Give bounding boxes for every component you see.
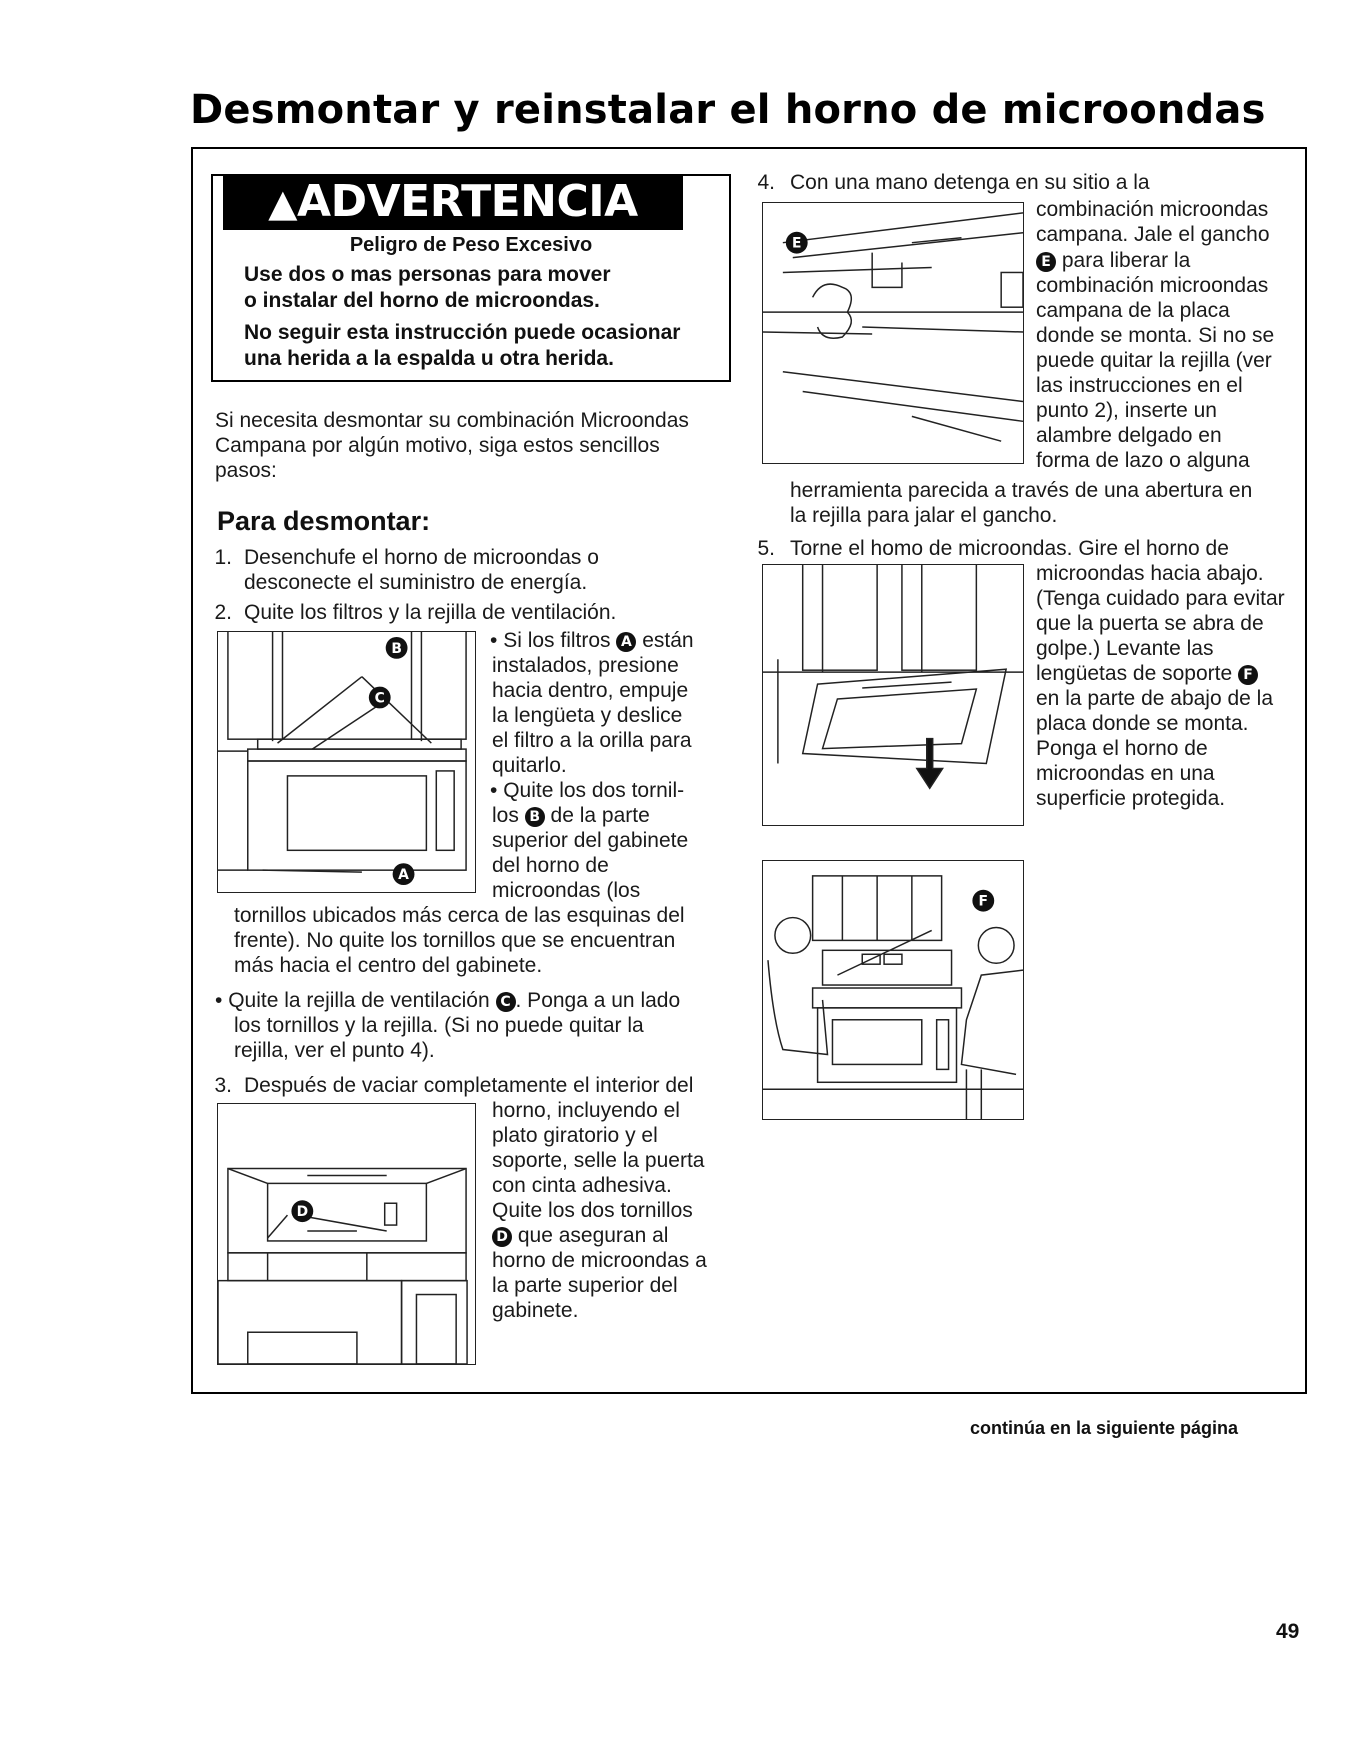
step5-side-line: microondas hacia abajo. bbox=[1036, 562, 1264, 585]
figure-filters-removal bbox=[217, 631, 476, 893]
svg-text:E: E bbox=[791, 235, 802, 252]
step5-side-line: placa donde se monta. bbox=[1036, 712, 1249, 735]
figure-two-person-lift bbox=[762, 860, 1024, 1120]
step2-side-line: superior del gabinete bbox=[492, 829, 689, 852]
step2-side-line: hacia dentro, empuje bbox=[492, 679, 689, 702]
warning-banner-text: ADVERTENCIA bbox=[297, 176, 638, 227]
svg-text:D: D bbox=[296, 1204, 309, 1221]
warning-line: No seguir esta instrucción puede ocasionar bbox=[244, 321, 681, 344]
svg-text:C: C bbox=[374, 690, 385, 707]
step1-line: Desenchufe el horno de microondas o bbox=[244, 546, 599, 569]
step4-side-line: combinación microondas bbox=[1036, 198, 1269, 221]
step2-side-line: microondas (los bbox=[492, 879, 641, 902]
step2-bullet2-line: los B de la parte bbox=[492, 804, 650, 827]
figure-lower-oven bbox=[762, 564, 1024, 826]
step2-cont-line: frente). No quite los tornillos que se encuentran bbox=[234, 929, 676, 952]
figure-screws-drawing bbox=[218, 1104, 475, 1364]
step4-tail-line: la rejilla para jalar el gancho. bbox=[790, 504, 1058, 527]
warning-triangle-icon: ▲ bbox=[268, 181, 298, 225]
intro-line: Si necesita desmontar su combinación Microondas bbox=[215, 409, 689, 432]
step4-side-line: combinación microondas bbox=[1036, 274, 1269, 297]
step2-side-line: instalados, presione bbox=[492, 654, 679, 677]
step5-side-line: Ponga el horno de bbox=[1036, 737, 1208, 760]
warning-line: Use dos o mas personas para mover bbox=[244, 263, 611, 286]
step2-bullet2: • Quite los dos tornil- bbox=[490, 779, 685, 802]
step4-line: Con una mano detenga en su sitio a la bbox=[790, 171, 1150, 194]
step4-side-line: donde se monta. Si no se bbox=[1036, 324, 1275, 347]
step3-side-line: plato giratorio y el bbox=[492, 1124, 658, 1147]
figure-two-person-lift-drawing bbox=[763, 861, 1023, 1119]
callout-e-icon: E bbox=[1036, 252, 1056, 272]
callout-c-icon: C bbox=[496, 992, 516, 1012]
svg-text:B: B bbox=[391, 640, 402, 657]
warning-line: una herida a la espalda u otra herida. bbox=[244, 347, 614, 370]
step4-hook-line: E para liberar la bbox=[1036, 248, 1190, 274]
step2-bullet1: • Si los filtros A están bbox=[490, 629, 694, 652]
step4-side-line: las instrucciones en el bbox=[1036, 374, 1243, 397]
callout-f-icon: F bbox=[1238, 665, 1258, 685]
step5-side-line: superficie protegida. bbox=[1036, 787, 1226, 810]
intro-line: Campana por algún motivo, siga estos sencillos bbox=[215, 434, 660, 457]
step4-side-line: forma de lazo o alguna bbox=[1036, 449, 1250, 472]
step5-side-line: (Tenga cuidado para evitar bbox=[1036, 587, 1285, 610]
step2-bullet3: • Quite la rejilla de ventilación C . Ponga a un lado bbox=[215, 989, 681, 1012]
step5-line: Torne el homo de microondas. Gire el horno de bbox=[790, 537, 1229, 560]
step2-line: Quite los filtros y la rejilla de ventilación. bbox=[244, 601, 617, 624]
callout-b-icon: B bbox=[525, 807, 545, 827]
section-heading: Para desmontar: bbox=[217, 506, 431, 536]
step4-side-line: alambre delgado en bbox=[1036, 424, 1222, 447]
step-number: 3. bbox=[214, 1074, 232, 1097]
step4-side-line: campana. Jale el gancho bbox=[1036, 223, 1270, 246]
step1-line: desconecte el suministro de energía. bbox=[244, 571, 588, 594]
page-title: Desmontar y reinstalar el horno de microondas bbox=[190, 87, 1266, 133]
step3-side-line: con cinta adhesiva. bbox=[492, 1174, 672, 1197]
intro-line: pasos: bbox=[215, 459, 277, 482]
figure-screws-removal bbox=[217, 1103, 476, 1365]
step3-screw-line: D que aseguran al bbox=[492, 1223, 668, 1249]
step5-side-line: golpe.) Levante las bbox=[1036, 637, 1214, 660]
page-number: 49 bbox=[1276, 1620, 1300, 1643]
step2-side-line: el filtro a la orilla para bbox=[492, 729, 692, 752]
step-number: 5. bbox=[757, 537, 775, 560]
step2-side-line: del horno de bbox=[492, 854, 609, 877]
step2-side-line: la lengüeta y deslice bbox=[492, 704, 683, 727]
warning-line: o instalar del horno de microondas. bbox=[244, 289, 600, 312]
svg-text:A: A bbox=[398, 867, 409, 884]
callout-d-icon: D bbox=[492, 1227, 512, 1247]
step5-side-line: que la puerta se abra de bbox=[1036, 612, 1264, 635]
step5-tabs-line: lengüetas de soporte F bbox=[1036, 661, 1258, 687]
figure-lower-oven-drawing bbox=[763, 565, 1023, 825]
step5-side-line: microondas en una bbox=[1036, 762, 1215, 785]
step2-bullet3-line: rejilla, ver el punto 4). bbox=[234, 1039, 435, 1062]
step-number: 2. bbox=[214, 601, 232, 624]
step3-tail-line: la parte superior del bbox=[492, 1274, 678, 1297]
warning-subtitle: Peligro de Peso Excesivo bbox=[349, 234, 593, 256]
step3-tail-line: gabinete. bbox=[492, 1299, 579, 1322]
warning-banner bbox=[223, 174, 683, 230]
step4-side-line: puede quitar la rejilla (ver bbox=[1036, 349, 1272, 372]
svg-text:F: F bbox=[978, 893, 989, 910]
step3-side-line: soporte, selle la puerta bbox=[492, 1149, 705, 1172]
step2-bullet3-line: los tornillos y la rejilla. (Si no puede quitar la bbox=[234, 1014, 644, 1037]
step4-side-line: campana de la placa bbox=[1036, 299, 1230, 322]
step3-tail-line: horno de microondas a bbox=[492, 1249, 707, 1272]
step-number: 4. bbox=[757, 171, 775, 194]
continued-note: continúa en la siguiente página bbox=[970, 1418, 1239, 1438]
figure-hook-release bbox=[762, 202, 1024, 464]
step4-tail-line: herramienta parecida a través de una abertura en bbox=[790, 479, 1253, 502]
figure-filters-drawing bbox=[218, 632, 475, 892]
step3-side-line: horno, incluyendo el bbox=[492, 1099, 680, 1122]
step2-side-line: quitarlo. bbox=[492, 754, 567, 777]
callout-a-icon: A bbox=[616, 632, 636, 652]
step3-side-line: Quite los dos tornillos bbox=[492, 1199, 693, 1222]
figure-hook-drawing bbox=[763, 203, 1023, 463]
step2-cont-line: tornillos ubicados más cerca de las esquinas del bbox=[234, 904, 685, 927]
step4-side-line: punto 2), inserte un bbox=[1036, 399, 1217, 422]
step5-side-line: en la parte de abajo de la bbox=[1036, 687, 1274, 710]
step2-cont-line: más hacia el centro del gabinete. bbox=[234, 954, 543, 977]
step-number: 1. bbox=[214, 546, 232, 569]
step3-line: Después de vaciar completamente el interior del bbox=[244, 1074, 694, 1097]
